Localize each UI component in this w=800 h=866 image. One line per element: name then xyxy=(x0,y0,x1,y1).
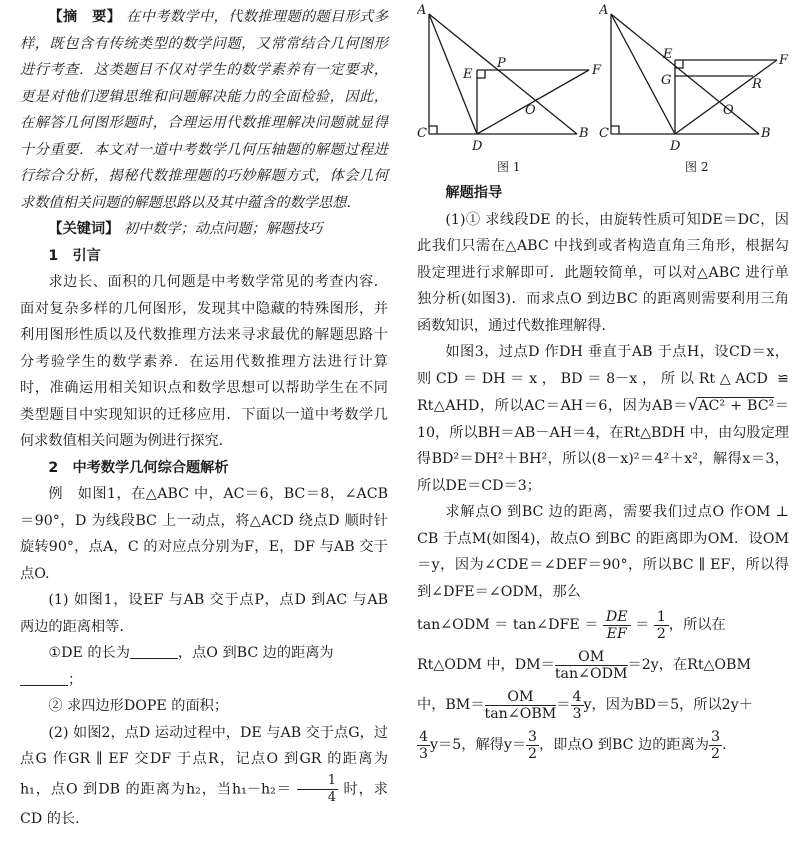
g3-tail: ，所以在 xyxy=(668,617,726,633)
g3-frac1-num: DE xyxy=(603,609,631,626)
question-1: (1) 如图1，设EF 与AB 交于点P，点D 到AC 与AB 两边的距离相等． xyxy=(20,592,388,635)
figure-1-diagram xyxy=(417,4,607,154)
guide-title: 解题指导 xyxy=(445,185,503,201)
figure-1 xyxy=(417,4,607,174)
q1a-part2: ，点O 到BC 边的距离为 xyxy=(177,645,334,661)
intro-paragraph: 求边长、面积的几何题是中考数学常见的考查内容．面对复杂多样的几何图形，发现其中隐藏的特殊图形，并利用图形性质以及代数推理方法来寻求最优的解题思路十分考验学生的数学素养．在运用代数推理方法进行计算时，准确运用相关知识点和数学思想可以帮助学生在不同类型题目中实现知识的迁移应用．下面以一道中考数学几何求数值相关问题为例进行探究． xyxy=(20,274,388,449)
g6-dden: 2 xyxy=(710,745,720,762)
right-column xyxy=(417,4,789,765)
answer-blank-2 xyxy=(20,669,68,686)
section-1-heading: 1 引言 xyxy=(48,247,101,264)
g5-den: tan∠OBM xyxy=(484,705,557,722)
g6-b: ，即点O 到BC 边的距离为 xyxy=(539,737,709,753)
fig2-label-G: G xyxy=(661,73,672,88)
q1a-part3: ； xyxy=(68,671,83,688)
g6-yfrac xyxy=(526,729,539,762)
g5-c: y，因为BD＝5，所以2y＋ xyxy=(583,697,753,713)
g5-fnum: 4 xyxy=(572,688,582,705)
g3-tan: tan∠ODM ＝ tan∠DFE ＝ xyxy=(417,617,599,633)
g5-fden: 3 xyxy=(572,705,582,722)
g3-frac1-den: EF xyxy=(606,625,627,642)
g3-frac2-num: 1 xyxy=(654,609,669,626)
q2-frac-den: 4 xyxy=(327,789,337,805)
q2-fraction xyxy=(297,773,338,806)
guide-line-solve xyxy=(417,725,789,765)
g3-frac2-den: 2 xyxy=(656,625,666,642)
guide-line-bm xyxy=(417,685,789,725)
figure-2-diagram xyxy=(599,4,789,154)
fig2-label-D: D xyxy=(670,139,681,154)
section-2-heading: 2 中考数学几何综合题解析 xyxy=(48,459,229,476)
sqrt-icon: √ xyxy=(688,395,699,414)
g5-frac xyxy=(485,689,557,722)
abstract-label: 【摘 要】 xyxy=(48,9,122,25)
q2-end: 时，求CD 的长. xyxy=(20,781,388,827)
g6-c: . xyxy=(721,737,727,753)
fig1-label-F: F xyxy=(592,63,602,78)
q2-frac-num: 1 xyxy=(297,773,338,790)
figure-2-caption: 图 2 xyxy=(685,160,709,174)
fig1-label-P: P xyxy=(497,56,506,71)
g6-yden: 2 xyxy=(528,745,538,762)
g5-a: 中，BM＝ xyxy=(417,697,485,713)
fig2-label-O: O xyxy=(723,103,734,118)
figures xyxy=(417,4,789,176)
fig2-label-C: C xyxy=(599,126,609,141)
figure-2 xyxy=(599,4,789,174)
fig1-label-O: O xyxy=(525,103,536,118)
figure-1-caption: 图 1 xyxy=(497,160,521,174)
abstract-text: 在中考数学中，代数推理题的题目形式多样，既包含有传统类型的数学问题，又常常结合几何图形进行考查．这类题目不仅对学生的数学素养有一定要求，更是对他们逻辑思维和问题解决能力的全面检验，因此，在解答几何图形题时，合理运用代数推理解决问题就显得十分重要．本文对一道中考数学几何压轴题的解题过程进行综合分析，揭秘代数推理题的巧妙解题方式，体会几何求数值相关问题的解题思路以及其中蕴含的数学思想． xyxy=(20,9,388,211)
g6-frac xyxy=(417,729,430,762)
q1a-part1: ①DE 的长为 xyxy=(48,645,130,661)
guide-line-tan xyxy=(417,605,789,645)
g4-den: tan∠ODM xyxy=(554,665,628,682)
answer-blank-1 xyxy=(130,642,178,659)
g6-dnum: 3 xyxy=(710,728,720,745)
g2-sqrt-content: AC² + BC² xyxy=(698,398,775,414)
q2-text: (2) 如图2，点D 运动过程中，DE 与AB 交于点G，过点G 作GR ∥ EF 交DF 于点R，记点O 到GR 的距离为h₁，点O 到DB 的距离为h₂，当h₁－h₂＝ xyxy=(20,724,388,797)
fig2-label-A: A xyxy=(599,4,609,18)
example-paragraph: 例 如图1，在△ABC 中，AC＝6，BC＝8，∠ACB＝90°，D 为线段BC 上一动点，将△ACD 绕点D 顺时针旋转90°，点A，C 的对应点分别为F，E，DF 与AB 交于点O. xyxy=(20,486,388,582)
guide-line-dm xyxy=(417,645,789,685)
fig1-label-D: D xyxy=(472,139,483,154)
g4-num: OM xyxy=(555,649,628,666)
g5-b: ＝ xyxy=(556,697,571,713)
g6-fnum: 4 xyxy=(419,728,429,745)
g3-frac1 xyxy=(603,609,631,642)
fig2-label-B: B xyxy=(761,126,771,141)
g4-frac xyxy=(555,649,628,682)
fig2-label-R: R xyxy=(752,77,762,92)
left-column xyxy=(20,4,388,832)
question-2 xyxy=(20,720,388,833)
fig1-label-A: A xyxy=(417,4,427,18)
g5-num: OM xyxy=(485,689,557,706)
guide-paragraph-2 xyxy=(417,339,789,499)
fig2-label-F: F xyxy=(779,53,789,68)
fig1-label-B: B xyxy=(579,126,589,141)
keywords-text: 初中数学；动点问题；解题技巧 xyxy=(123,221,323,237)
keywords xyxy=(20,216,388,243)
g6-fden: 3 xyxy=(419,745,429,762)
fig2-label-E: E xyxy=(663,47,673,62)
guide-paragraph-3: 求解点O 到BC 边的距离，需要我们过点O 作OM ⊥ CB 于点M(如图4)，故点O 到BC 的距离即为OM．设OM＝y，因为∠CDE＝∠DEF＝90°，所以BC ∥ EF，所以得到∠DFE＝∠ODM，那么 xyxy=(417,504,789,600)
g2-text-b: ＝10，所以BH＝AB－AH＝4，在Rt△BDH 中，由勾股定理得BD²＝DH²＋BH²，所以(8－x)²＝4²＋x²，解得x＝3，所以DE＝CD＝3； xyxy=(417,398,789,494)
g5-frac2 xyxy=(571,689,584,722)
g6-ynum: 3 xyxy=(528,728,538,745)
g4-b: ＝2y，在Rt△OBM xyxy=(627,657,752,673)
g4-a: Rt△ODM 中，DM＝ xyxy=(417,657,555,673)
guide-paragraph-1: (1)① 求线段DE 的长，由旋转性质可知DE＝DC，因此我们只需在△ABC 中找到或者构造直角三角形，根据勾股定理进行求解即可．此题较简单，可以对△ABC 进行单独分析(如图3)．而求点O 到边BC 的距离则需要利用三角函数知识，通过代数推理解得． xyxy=(417,211,789,334)
fig1-label-E: E xyxy=(463,67,473,82)
question-1a xyxy=(20,640,388,693)
fig1-label-C: C xyxy=(417,126,427,141)
keywords-label: 【关键词】 xyxy=(48,221,120,237)
g6-a: y＝5，解得y＝ xyxy=(430,737,527,753)
g2-text-a: 如图3，过点D 作DH 垂直于AB 于点H，设CD＝x，则CD＝DH＝x，BD＝8－x，所以Rt△ACD ≌ Rt△AHD，所以AC＝AH＝6，因为AB＝ xyxy=(417,344,789,414)
g3-eq: ＝ xyxy=(635,617,650,633)
abstract xyxy=(20,4,388,216)
g6-dfrac xyxy=(709,729,722,762)
question-1b: ② 求四边形DOPE 的面积； xyxy=(48,698,229,714)
g3-frac2 xyxy=(654,609,669,642)
